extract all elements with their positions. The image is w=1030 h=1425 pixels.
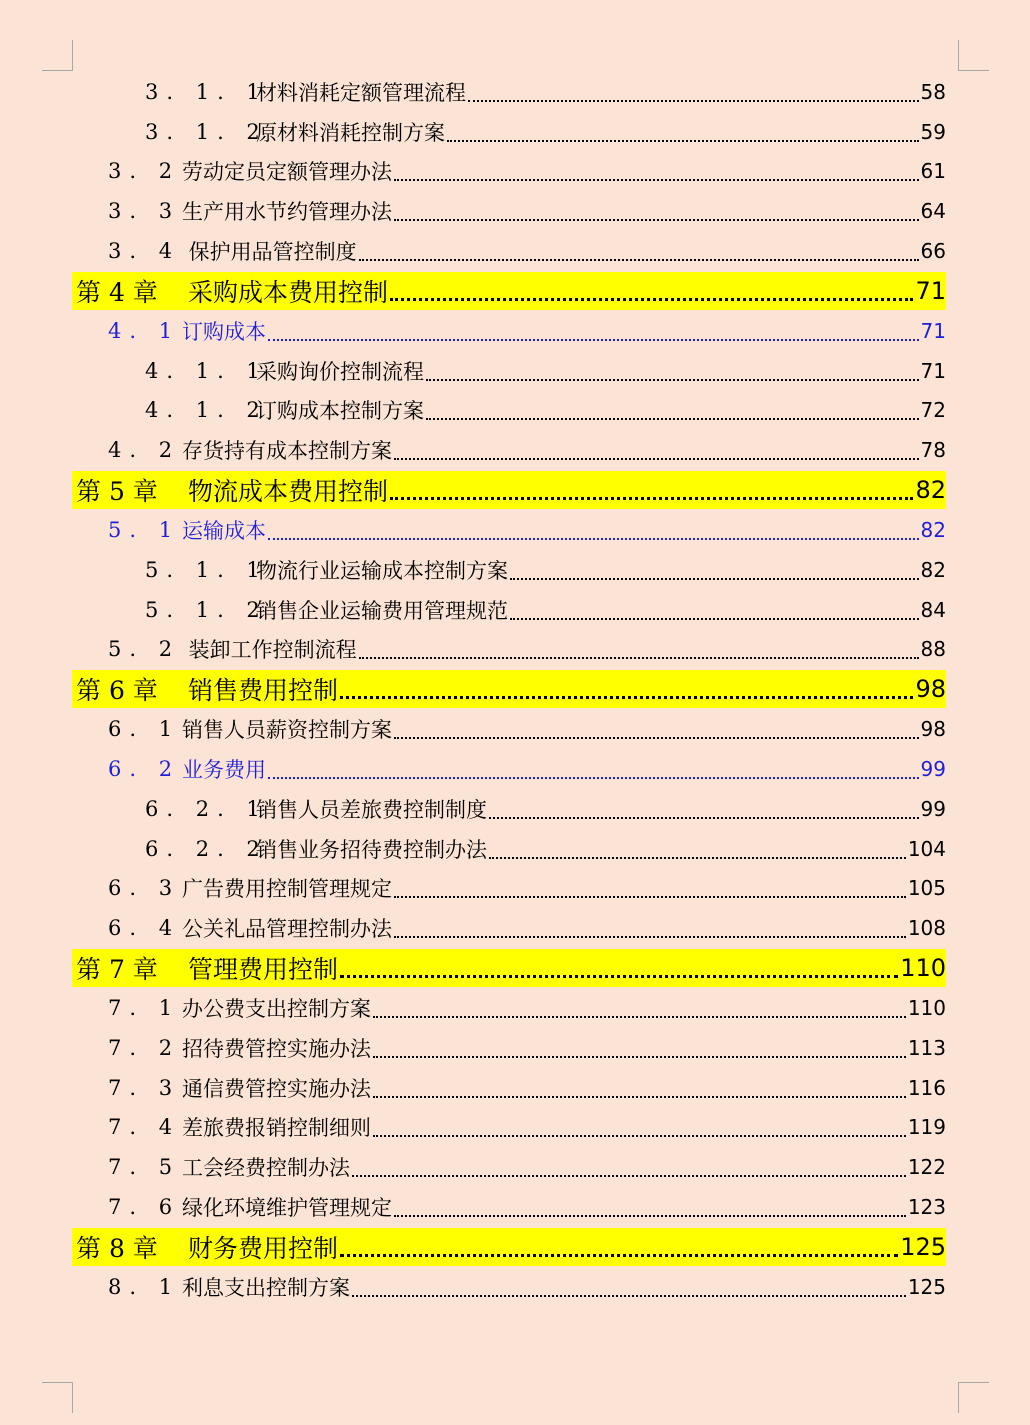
toc-page-number: 119 [907,1115,946,1140]
toc-dot-leader [268,339,919,341]
toc-entry-title: 绿化环境维护管理规定 [182,1196,392,1221]
crop-mark-bottom-left [42,1382,73,1413]
toc-dot-leader [447,140,919,142]
toc-entry-title: 采购询价控制流程 [256,359,424,384]
toc-entry-title: 销售企业运输费用管理规范 [256,598,508,623]
toc-page-number: 82 [920,557,946,582]
toc-dot-leader [352,1295,906,1297]
toc-page-number: 71 [920,358,946,383]
toc-dot-leader [426,418,919,420]
toc-entry[interactable] [72,191,946,231]
toc-page-number: 59 [920,119,946,144]
toc-page-number: 99 [920,796,946,821]
toc-entry-number: 7. 3 [108,1075,181,1100]
toc-entry[interactable] [72,1028,946,1068]
toc-chapter-entry[interactable] [72,272,946,310]
toc-entry[interactable] [72,351,946,391]
toc-dot-leader [373,1135,906,1137]
toc-entry-number: 5. 1. 1 [145,557,268,582]
toc-page-number: 110 [907,996,946,1021]
toc-dot-leader [373,1016,906,1018]
toc-page-number: 66 [920,239,946,264]
toc-entry[interactable] [72,311,946,351]
toc-dot-leader [394,1215,906,1217]
toc-entry-title: 工会经费控制办法 [182,1156,350,1181]
toc-page-number: 71 [920,318,946,343]
toc-entry[interactable] [72,630,946,670]
toc-entry[interactable] [72,590,946,630]
toc-dot-leader [394,179,919,181]
toc-entry[interactable] [72,789,946,829]
toc-dot-leader [394,737,919,739]
toc-entry-number: 第 6 章 [76,676,158,706]
toc-entry[interactable] [72,749,946,789]
toc-dot-leader [268,538,919,540]
toc-page-number: 61 [920,159,946,184]
toc-dot-leader [394,896,906,898]
toc-page-number: 98 [915,675,946,704]
toc-entry-number: 6. 2. 2 [145,836,268,861]
toc-entry-number: 3. 4 [108,239,181,264]
toc-page-number: 123 [907,1195,946,1220]
toc-entry-title: 订购成本 [182,319,266,344]
toc-page-number: 105 [907,876,946,901]
toc-entry[interactable] [72,550,946,590]
toc-dot-leader [510,578,919,580]
toc-entry-number: 7. 6 [108,1195,181,1220]
toc-page-number: 82 [920,518,946,543]
toc-entry[interactable] [72,829,946,869]
toc-entry-number: 3. 2 [108,159,181,184]
toc-entry-number: 4. 2 [108,438,181,463]
toc-dot-leader [489,857,906,859]
toc-entry-title: 利息支出控制方案 [182,1275,350,1300]
toc-page-number: 108 [907,916,946,941]
toc-entry[interactable] [72,1108,946,1148]
toc-page-number: 82 [915,476,946,505]
toc-entry-title: 采购成本费用控制 [188,277,389,307]
toc-dot-leader [268,777,919,779]
toc-entry-title: 物流成本费用控制 [188,477,389,507]
toc-entry-number: 第 5 章 [76,477,158,507]
toc-entry-number: 6. 2. 1 [145,796,268,821]
toc-page-number: 58 [920,79,946,104]
toc-entry-title: 劳动定员定额管理办法 [182,160,392,185]
toc-dot-leader [340,696,913,699]
toc-dot-leader [359,259,919,261]
toc-entry-number: 5. 1. 2 [145,597,268,622]
toc-dot-leader [390,497,913,500]
toc-entry-number: 3. 1. 1 [145,79,268,104]
toc-dot-leader [394,219,919,221]
toc-page-number: 72 [920,398,946,423]
toc-entry-title: 通信费管控实施办法 [182,1076,371,1101]
toc-entry-number: 4. 1 [108,318,181,343]
toc-entry-number: 7. 2 [108,1035,181,1060]
toc-page-number: 116 [907,1075,946,1100]
toc-entry-title: 差旅费报销控制细则 [182,1116,371,1141]
toc-page-number: 125 [907,1274,946,1299]
toc-entry-title: 订购成本控制方案 [256,399,424,424]
toc-entry-number: 3. 3 [108,199,181,224]
toc-dot-leader [390,298,913,301]
toc-entry-title: 广告费用控制管理规定 [182,877,392,902]
toc-entry-number: 第 8 章 [76,1233,158,1263]
toc-entry-title: 销售费用控制 [188,676,339,706]
toc-entry-title: 生产用水节约管理办法 [182,200,392,225]
toc-entry-number: 6. 4 [108,916,181,941]
toc-entry-title: 业务费用 [182,758,266,783]
toc-entry-number: 7. 1 [108,996,181,1021]
toc-entry-number: 6. 1 [108,717,181,742]
toc-entry-title: 保护用品管控制度 [182,240,357,265]
toc-entry-number: 第 7 章 [76,955,158,985]
toc-dot-leader [468,100,919,102]
toc-page-number: 122 [907,1155,946,1180]
toc-page-number: 104 [907,836,946,861]
toc-entry-title: 财务费用控制 [188,1233,339,1263]
toc-entry[interactable] [72,510,946,550]
toc-dot-leader [426,379,919,381]
toc-entry-number: 7. 4 [108,1115,181,1140]
toc-entry[interactable] [72,430,946,470]
toc-entry[interactable] [72,908,946,948]
toc-entry[interactable] [72,709,946,749]
toc-entry-number: 4. 1. 2 [145,398,268,423]
toc-entry-title: 招待费管控实施办法 [182,1036,371,1061]
toc-dot-leader [489,817,919,819]
toc-entry[interactable] [72,391,946,431]
toc-entry[interactable] [72,1147,946,1187]
toc-chapter-entry[interactable] [72,1228,946,1266]
toc-entry-title: 物流行业运输成本控制方案 [256,558,508,583]
toc-entry-title: 材料消耗定额管理流程 [256,80,466,105]
toc-dot-leader [359,657,919,659]
toc-dot-leader [394,458,919,460]
toc-page-number: 125 [900,1232,946,1261]
toc-entry[interactable] [72,1267,946,1307]
toc-entry[interactable] [72,1068,946,1108]
toc-page-number: 64 [920,199,946,224]
toc-entry-number: 3. 1. 2 [145,119,268,144]
toc-entry[interactable] [72,231,946,271]
toc-entry-title: 装卸工作控制流程 [182,638,357,663]
toc-dot-leader [352,1175,906,1177]
toc-page-number: 99 [920,757,946,782]
toc-chapter-entry[interactable] [72,471,946,509]
toc-entry-title: 管理费用控制 [188,955,339,985]
crop-mark-top-left [42,40,73,71]
toc-entry-number: 4. 1. 1 [145,358,268,383]
toc-entry-title: 销售人员薪资控制方案 [182,718,392,743]
toc-entry-number: 6. 3 [108,876,181,901]
toc-entry[interactable] [72,152,946,192]
toc-page-number: 84 [920,597,946,622]
toc-dot-leader [510,618,919,620]
crop-mark-top-right [958,40,989,71]
toc-dot-leader [373,1056,906,1058]
toc-page-number: 110 [900,954,946,983]
toc-dot-leader [340,975,898,978]
toc-entry[interactable] [72,112,946,152]
toc-entry[interactable] [72,988,946,1028]
toc-page-number: 71 [915,276,946,305]
crop-mark-bottom-right [958,1382,989,1413]
toc-entry[interactable] [72,869,946,909]
toc-dot-leader [340,1254,898,1257]
toc-chapter-entry[interactable] [72,670,946,708]
toc-page-number: 88 [920,637,946,662]
toc-entry-number: 第 4 章 [76,277,158,307]
toc-entry[interactable] [72,1187,946,1227]
toc-entry-number: 8. 1 [108,1274,181,1299]
toc-page-number: 78 [920,438,946,463]
toc-entry-title: 公关礼品管理控制办法 [182,917,392,942]
toc-entry-number: 5. 2 [108,637,181,662]
toc-entry-title: 销售业务招待费控制办法 [256,837,487,862]
toc-dot-leader [394,936,906,938]
toc-entry-title: 办公费支出控制方案 [182,997,371,1022]
toc-dot-leader [373,1096,906,1098]
toc-entry-number: 5. 1 [108,518,181,543]
toc-entry-title: 运输成本 [182,519,266,544]
toc-entry[interactable] [72,72,946,112]
toc-entry-title: 销售人员差旅费控制制度 [256,797,487,822]
toc-page-number: 98 [920,717,946,742]
toc-entry-number: 6. 2 [108,757,181,782]
toc-chapter-entry[interactable] [72,949,946,987]
toc-page-number: 113 [907,1035,946,1060]
toc-entry-title: 存货持有成本控制方案 [182,439,392,464]
table-of-contents [72,72,946,1307]
toc-entry-title: 原材料消耗控制方案 [256,120,445,145]
toc-entry-number: 7. 5 [108,1155,181,1180]
